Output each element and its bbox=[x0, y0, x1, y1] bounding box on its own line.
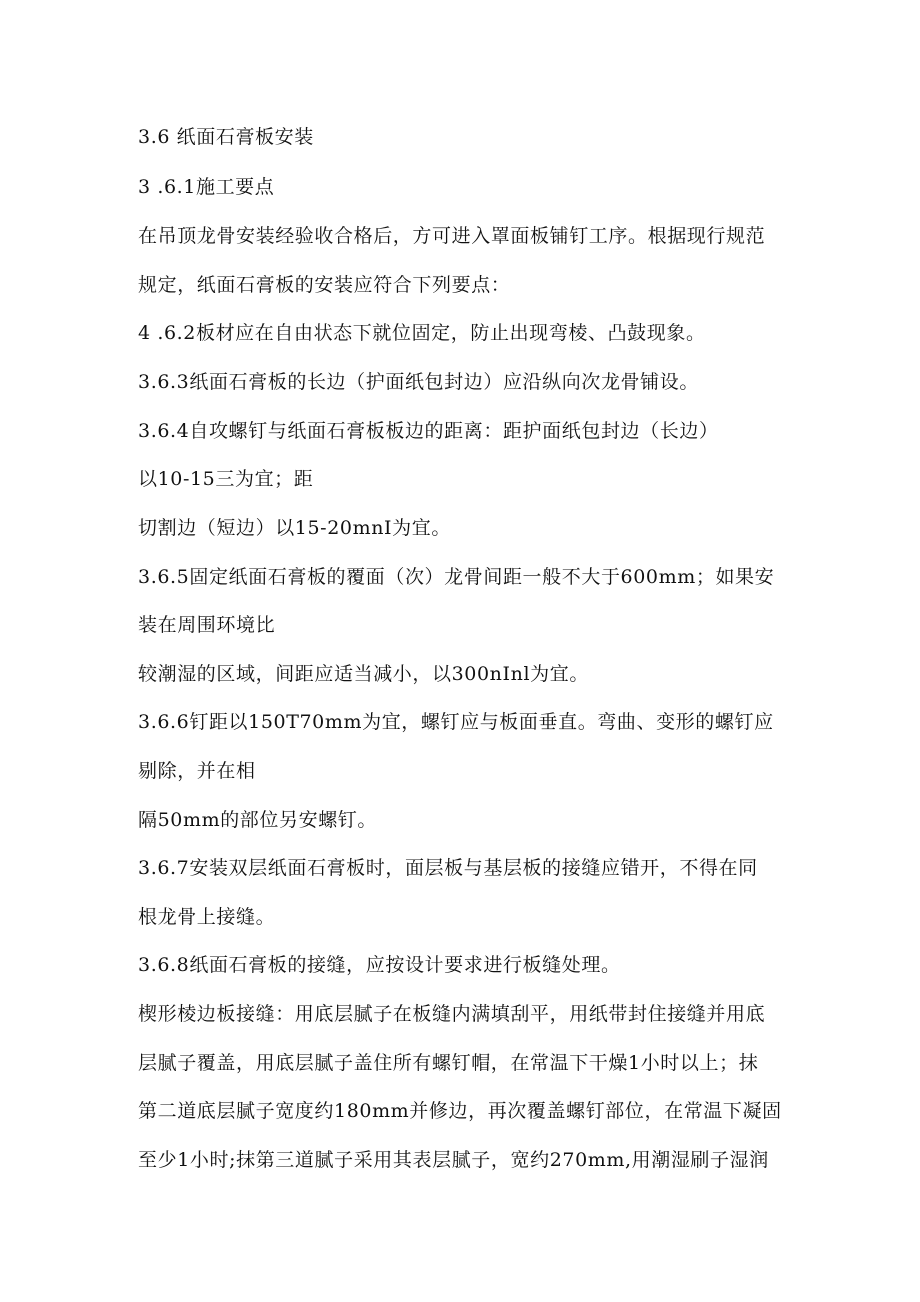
paragraph-line: 剔除，并在相 bbox=[138, 760, 256, 782]
paragraph-line: 3.6.7安装双层纸面石膏板时，面层板与基层板的接缝应错开，不得在同 bbox=[138, 857, 758, 879]
paragraph-line: 第二道底层腻子宽度约180mm并修边，再次覆盖螺钉部位，在常温下凝固 bbox=[138, 1100, 782, 1122]
subsection-heading: 3 .6.1施工要点 bbox=[138, 176, 275, 198]
paragraph-line: 隔50mm的部位另安螺钉。 bbox=[138, 809, 378, 831]
paragraph-line: 规定，纸面石膏板的安装应符合下列要点： bbox=[138, 274, 511, 296]
paragraph-line: 至少1小时;抹第三道腻子采用其表层腻子，宽约270mm,用潮湿刷子湿润 bbox=[138, 1149, 769, 1171]
paragraph-line: 3.6.4自攻螺钉与纸面石膏板板边的距离：距护面纸包封边（长边） bbox=[138, 420, 719, 442]
paragraph-line: 根龙骨上接缝。 bbox=[138, 906, 276, 928]
paragraph-line: 3.6.3纸面石膏板的长边（护面纸包封边）应沿纵向次龙骨铺设。 bbox=[138, 371, 699, 393]
paragraph-line: 4 .6.2板材应在自由状态下就位固定，防止出现弯棱、凸鼓现象。 bbox=[138, 322, 706, 344]
paragraph-line: 3.6.6钉距以150T70mm为宜，螺钉应与板面垂直。弯曲、变形的螺钉应 bbox=[138, 711, 774, 733]
paragraph-line: 切割边（短边）以15-20mnI为宜。 bbox=[138, 517, 451, 539]
paragraph-line: 层腻子覆盖，用底层腻子盖住所有螺钉帽，在常温下干燥1小时以上；抹 bbox=[138, 1052, 759, 1074]
paragraph-line: 较潮湿的区域，间距应适当减小，以300nInl为宜。 bbox=[138, 663, 589, 685]
section-heading: 3.6 纸面石膏板安装 bbox=[138, 126, 314, 148]
paragraph-line: 楔形棱边板接缝：用底层腻子在板缝内满填刮平，用纸带封住接缝并用底 bbox=[138, 1003, 766, 1025]
paragraph-line: 以10-15三为宜；距 bbox=[138, 468, 314, 490]
paragraph-line: 装在周围环境比 bbox=[138, 614, 276, 636]
paragraph-line: 3.6.5固定纸面石膏板的覆面（次）龙骨间距一般不大于600mm；如果安 bbox=[138, 566, 775, 588]
paragraph-line: 3.6.8纸面石膏板的接缝，应按设计要求进行板缝处理。 bbox=[138, 954, 621, 976]
paragraph-line: 在吊顶龙骨安装经验收合格后，方可进入罩面板铺钉工序。根据现行规范 bbox=[138, 225, 766, 247]
